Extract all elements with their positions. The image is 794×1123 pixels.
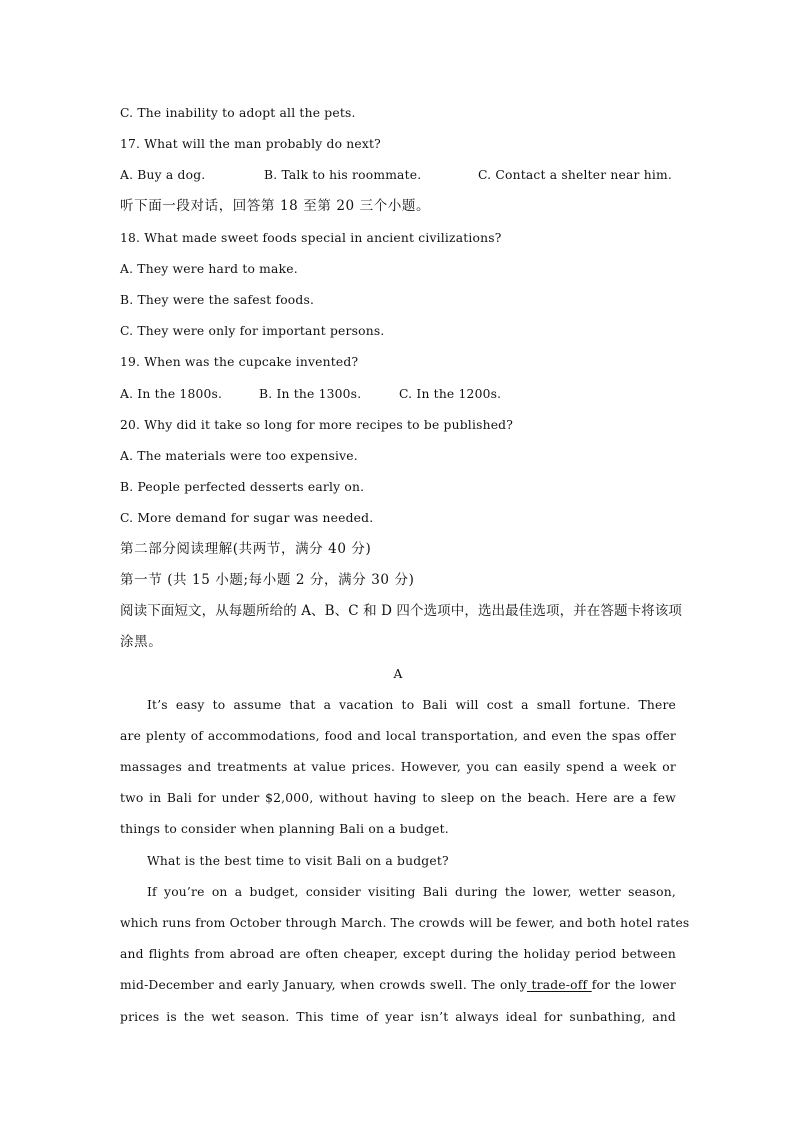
option-19b: B. In the 1300s.	[259, 387, 362, 401]
section-instruction: 听下面一段对话，回答第 18 至第 20 三个小题。	[120, 198, 431, 214]
part-two-heading: 第二部分阅读理解(共两节，满分 40 分)	[120, 541, 372, 557]
question-20: 20. Why did it take so long for more recipes to be published?	[120, 418, 514, 432]
passage-text: for the lower	[591, 978, 676, 992]
option-20b: B. People perfected desserts early on.	[120, 480, 365, 494]
passage-line: massages and treatments at value prices. However, you can easily spend a week or	[120, 760, 676, 774]
underlined-term: trade-off	[526, 978, 592, 992]
passage-line: which runs from October through March. The crowds will be fewer, and both hotel rates	[120, 916, 690, 930]
option-19a: A. In the 1800s.	[120, 387, 223, 401]
passage-line	[120, 977, 676, 993]
question-17: 17. What will the man probably do next?	[120, 137, 381, 151]
option-18b: B. They were the safest foods.	[120, 293, 315, 307]
passage-line: prices is the wet season. This time of year isn’t always ideal for sunbathing, and	[120, 1010, 676, 1024]
option-18c: C. They were only for important persons.	[120, 324, 385, 338]
passage-line: and flights from abroad are often cheaper, except during the holiday period between	[120, 947, 676, 961]
question-19: 19. When was the cupcake invented?	[120, 355, 359, 369]
question-18: 18. What made sweet foods special in ancient civilizations?	[120, 231, 502, 245]
option-17a: A. Buy a dog.	[120, 168, 206, 182]
option-16c: C. The inability to adopt all the pets.	[120, 106, 356, 120]
passage-line: If you’re on a budget, consider visiting Bali during the lower, wetter season,	[147, 885, 676, 899]
option-20a: A. The materials were too expensive.	[120, 449, 358, 463]
section-one-heading: 第一节 (共 15 小题;每小题 2 分，满分 30 分)	[120, 572, 415, 588]
passage-line: It’s easy to assume that a vacation to Bali will cost a small fortune. There	[147, 698, 676, 712]
passage-line: things to consider when planning Bali on a budget.	[120, 822, 449, 836]
passage-subheading: What is the best time to visit Bali on a budget?	[147, 854, 449, 868]
reading-instruction: 阅读下面短文，从每题所给的 A、B、C 和 D 四个选项中，选出最佳选项，并在答题卡将该项	[120, 603, 682, 619]
option-18a: A. They were hard to make.	[120, 262, 298, 276]
passage-text: mid-December and early January, when crowds swell. The only	[120, 978, 527, 992]
reading-instruction-cont: 涂黑。	[120, 634, 163, 650]
option-17c: C. Contact a shelter near him.	[478, 168, 672, 182]
option-17b: B. Talk to his roommate.	[264, 168, 422, 182]
option-19c: C. In the 1200s.	[399, 387, 502, 401]
option-20c: C. More demand for sugar was needed.	[120, 511, 374, 525]
passage-line: two in Bali for under $2,000, without having to sleep on the beach. Here are a few	[120, 791, 676, 805]
passage-line: are plenty of accommodations, food and local transportation, and even the spas offer	[120, 729, 676, 743]
passage-label: A	[393, 667, 403, 681]
